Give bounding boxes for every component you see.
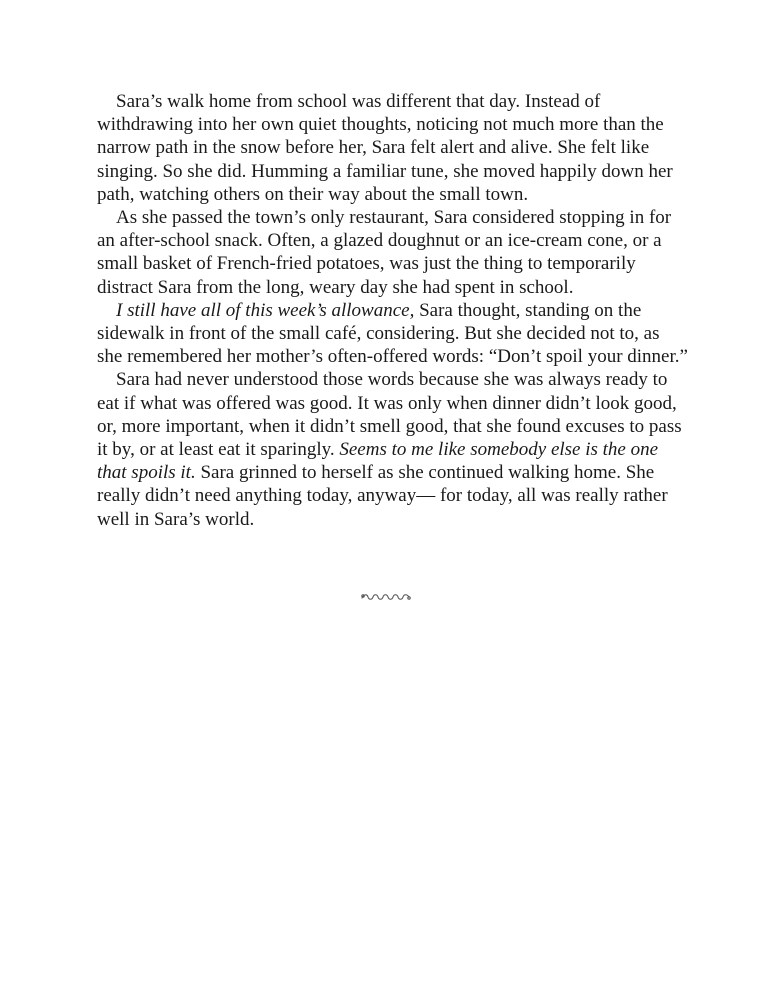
- paragraph-4: [97, 368, 689, 530]
- italic-thought: Seems to me like somebody else is the one that spoils it.: [97, 439, 659, 484]
- text-span: Sara thought, standing on the sidewalk in front of the small café, considering. But she decided not to, as she remembered her mother’s often-offered words: “Don’t spoil your dinner.”: [97, 299, 688, 368]
- paragraph-1: [97, 90, 689, 206]
- paragraph-3: [97, 299, 689, 369]
- paragraph-2: [97, 206, 689, 299]
- text-span: Sara’s walk home from school was different that day. Instead of withdrawing into her own quiet thoughts, noticing not much more than the narrow path in the snow before her, Sara felt alert and alive. She felt like singing. So she did. Humming a familiar tune, she moved happily down her path, watching others on their way about the small town.: [97, 91, 673, 205]
- italic-thought: I still have all of this week’s allowance,: [116, 299, 415, 321]
- scroll-ornament-icon: [360, 590, 412, 604]
- text-span: As she passed the town’s only restaurant, Sara considered stopping in for an after-school snack. Often, a glazed doughnut or an ice-cream cone, or a small basket of French-fried potatoes, was just the thing to temporarily distract Sara from the long, weary day she had spent in school.: [97, 207, 672, 298]
- text-span: Sara had never understood those words because she was always ready to eat if what was offered was good. It was only when dinner didn’t look good, or, more important, when it didn’t smell good, that she found excuses to pass it by, or at least eat it sparingly.: [97, 369, 682, 461]
- body-text: [97, 90, 689, 531]
- text-span: Sara grinned to herself as she continued walking home. She really didn’t need anything today, anyway— for today, all was really rather well in Sara’s world.: [97, 462, 668, 530]
